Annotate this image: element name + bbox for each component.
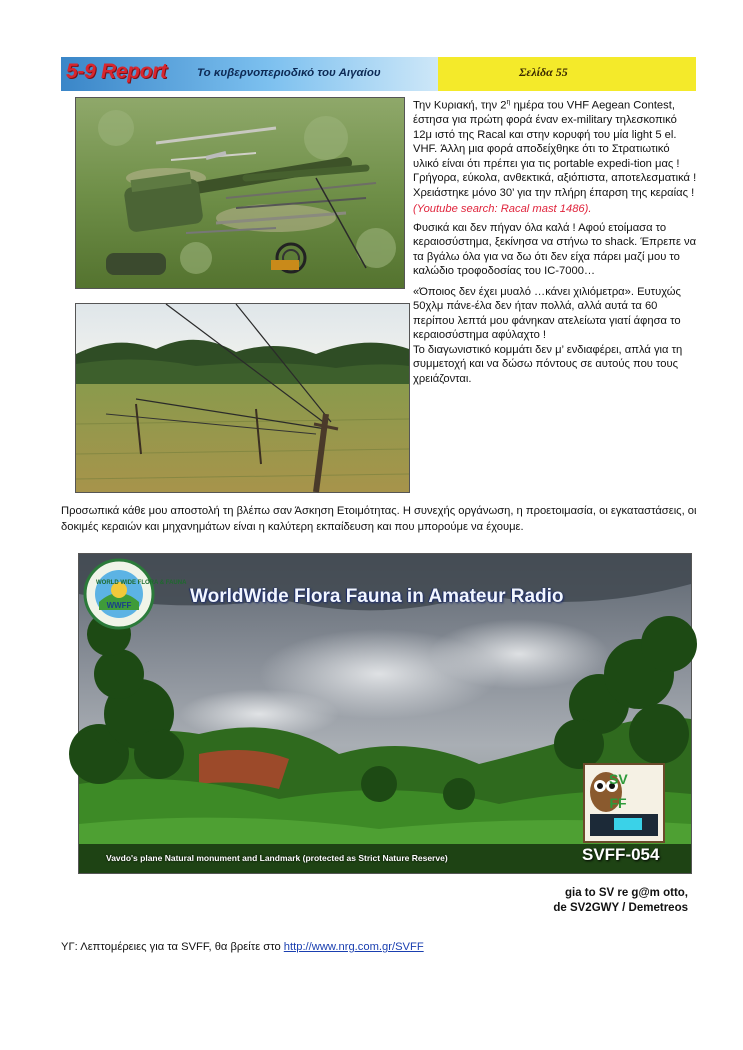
signature-line-1: gia to SV re g@m otto,	[564, 887, 688, 899]
footer-note	[61, 941, 424, 953]
equipment-photo	[75, 97, 405, 289]
paragraph-3: «Όποιος δεν έχει μυαλό …κάνει χιλιόμετρα». Ευτυχώς 50χλμ πάνε-έλα δεν ήταν πολλά, αλλά αυτά τα 60 περίπου λεπτά μου φάνηκαν ατελείωτα γιατί άφησα το κεραιοσύστημα αφύλαχτο !	[413, 285, 681, 342]
svff-badge-text-bottom: FF	[609, 795, 627, 811]
paragraph-4: Το διαγωνιστικό κομμάτι δεν μ’ ενδιαφέρει, απλά για τη συμμετοχή και να δώσω πόντους σε αυτούς που τους χρειάζονται.	[413, 343, 683, 385]
article-column	[413, 96, 698, 386]
signature-line-2: de SV2GWY / Demetreos	[553, 902, 688, 914]
svff-link[interactable]: http://www.nrg.com.gr/SVFF	[283, 941, 424, 953]
magazine-title: 5-9 Report	[66, 60, 167, 83]
wwff-logo	[85, 560, 187, 628]
wwff-logo-ring-text: WORLD WIDE FLORA & FAUNA	[96, 580, 187, 586]
youtube-reference: (Youtube search: Racal mast 1486).	[413, 203, 592, 216]
mast-field-photo	[75, 303, 410, 493]
banner-caption: Vavdo's plane Natural monument and Landmark (protected as Strict Nature Reserve)	[106, 853, 448, 863]
paragraph-2: Φυσικά και δεν πήγαν όλα καλά ! Αφού ετοίμασα το κεραιοσύστημα, ξεκίνησα να στήνω το shack. Έπρεπε να τα βγάλω όλα για να δω ότι δεν είχα πάρει μαζί μου το καλώδιο τροφοδοσίας του IC-7000…	[413, 221, 697, 278]
svff-reference: SVFF-054	[582, 845, 660, 864]
paragraph-1: Την Κυριακή, την $2^\eta$ ημέρα του VHF Aegean Contest, έστησα για πρώτη φορά έναν ex-military τηλεσκοπικό 12μ ιστό της Racal και στην κορυφή του μία light 5 el. VHF. Άλλη μια φορά αποδείχθηκε ότι το Στρατιωτικό υλικό είναι ότι πρέπει για τις portable expedi-tion μας ! Γρήγορα, εύκολα, ανθεκτικά, αξιόπιστα, αποτελεσματικά ! Χρειάστηκε μόνο 30’ για την πλήρη έπαρση της κεραίας !	[413, 99, 697, 199]
footer-text: ΥΓ: Λεπτομέρειες για τα SVFF, θα βρείτε στο	[61, 941, 284, 953]
svff-badge-text-top: SV	[609, 771, 628, 787]
signature	[553, 886, 688, 916]
page-number: Σελίδα 55	[519, 65, 568, 79]
banner-title: WorldWide Flora Fauna in Amateur Radio	[190, 586, 564, 607]
summary-paragraph: Προσωπικά κάθε μου αποστολή τη βλέπω σαν Άσκηση Ετοιμότητας. Η συνεχής οργάνωση, η προετοιμασία, οι εγκαταστάσεις, οι δοκιμές κεραιών και μηχανημάτων είναι η καλύτερη εκπαίδευση και που μπορούμε να έχουμε.	[61, 505, 697, 533]
wwff-logo-center-text: WWFF	[106, 601, 132, 610]
magazine-subtitle: Το κυβερνοπεριοδικό του Αιγαίου	[197, 67, 381, 79]
